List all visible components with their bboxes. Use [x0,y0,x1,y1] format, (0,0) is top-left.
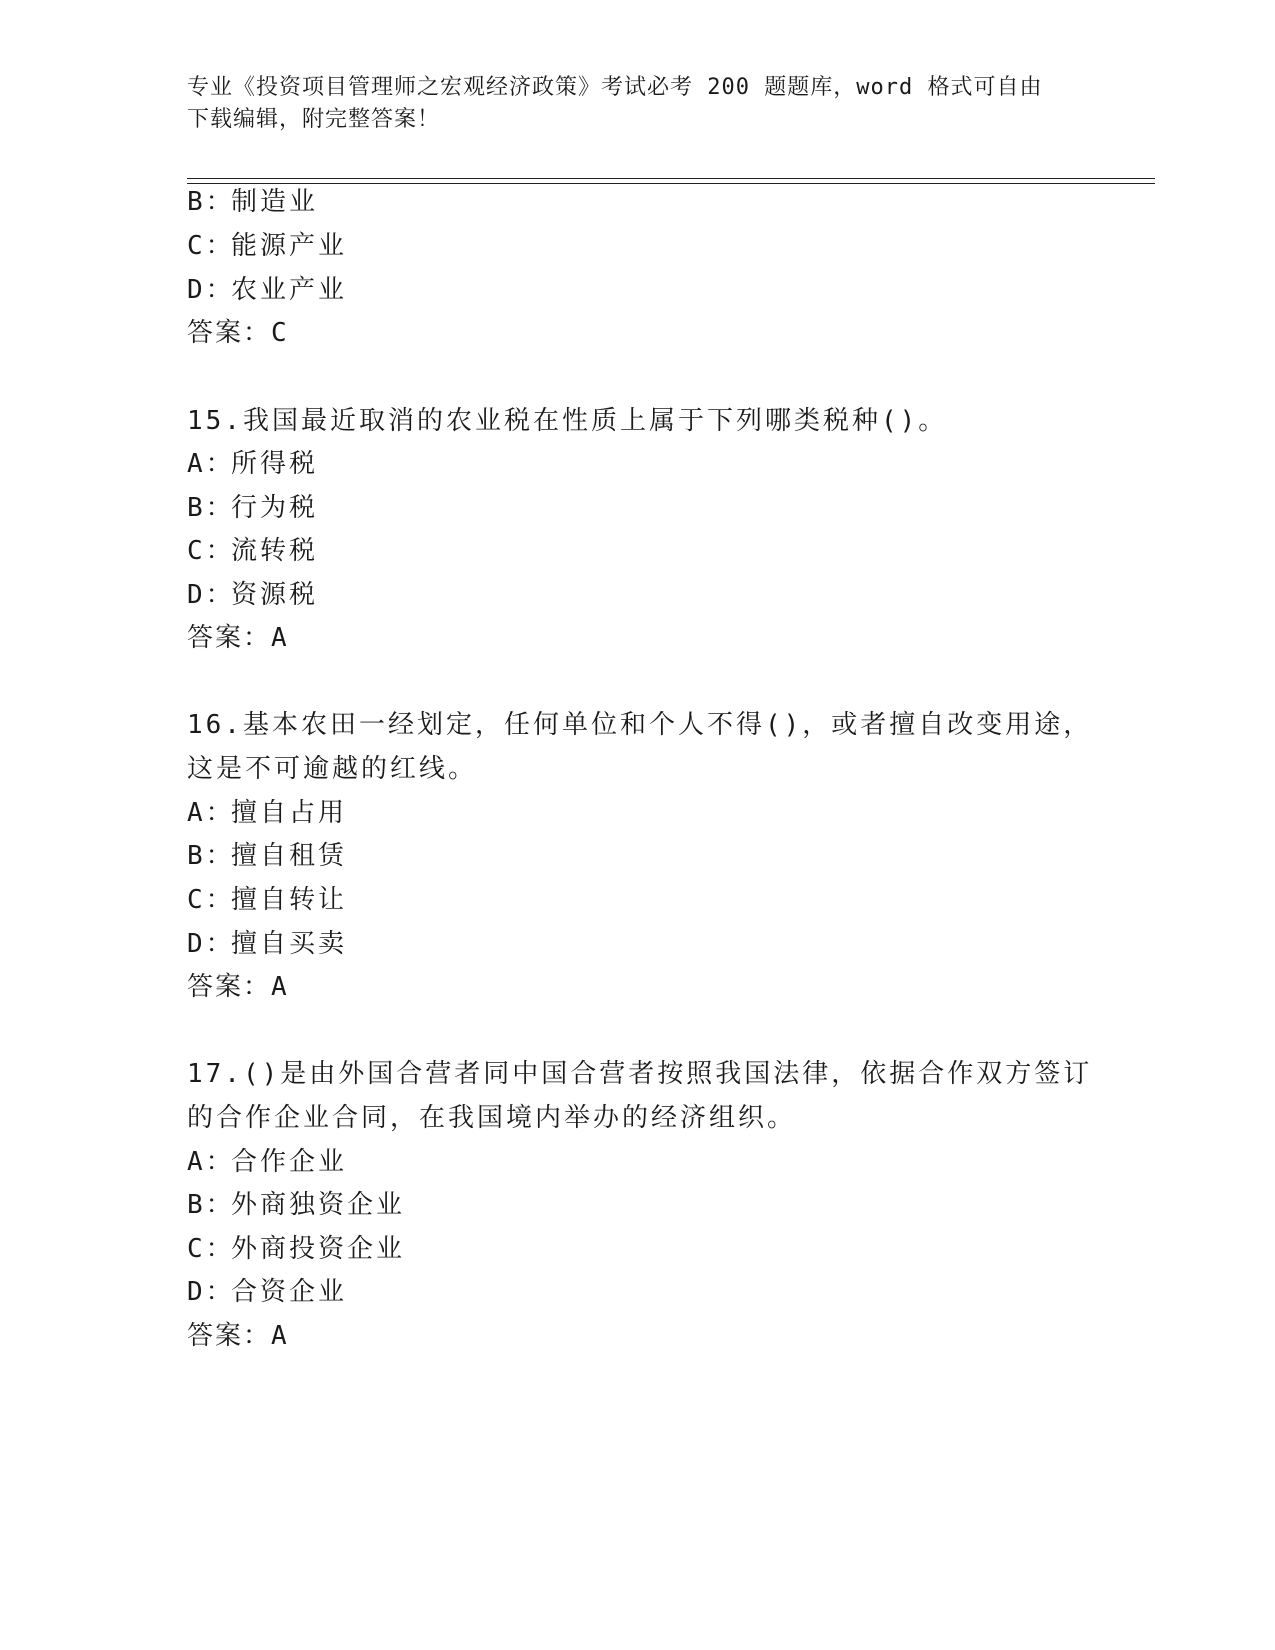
q15-stem: 15.我国最近取消的农业税在性质上属于下列哪类税种()。 [187,406,948,436]
header-divider-bottom [187,183,1155,184]
option-text: 资源税 [231,580,319,610]
option-key: B： [187,1190,235,1220]
option-key: C： [187,885,235,915]
header-line-2: 下载编辑，附完整答案！ [187,107,441,132]
option-key: C： [187,231,235,261]
option-text: 擅自买卖 [231,929,348,959]
q16-option-b [187,840,347,872]
option-text: 所得税 [231,449,319,479]
option-key: A： [187,1147,235,1177]
q17-stem-line-2: 的合作企业合同，在我国境内举办的经济组织。 [187,1103,797,1133]
q16-stem-line-2: 这是不可逾越的红线。 [187,754,478,784]
q16-stem-line-1: 16.基本农田一经划定，任何单位和个人不得()，或者擅自改变用途， [187,710,1093,740]
header-divider-top [187,178,1155,179]
q14-option-d [187,274,347,306]
q16-option-a [187,797,347,829]
q15-option-a [187,448,318,480]
option-key: D： [187,275,235,305]
q14-option-c [187,230,347,262]
option-text: 外商独资企业 [231,1190,406,1220]
option-key: B： [187,187,235,217]
q15-option-c [187,535,318,567]
option-key: C： [187,536,235,566]
header-line-1: 专业《投资项目管理师之宏观经济政策》考试必考 200 题题库，word 格式可自由 [187,75,1043,100]
option-text: 流转税 [231,536,319,566]
option-text: 行为税 [231,493,319,523]
option-key: A： [187,449,235,479]
q15-answer: 答案：A [187,623,289,653]
option-key: A： [187,798,235,828]
option-text: 能源产业 [231,231,348,261]
option-text: 合作企业 [231,1147,348,1177]
document-header [187,72,1087,136]
option-text: 擅自转让 [231,885,348,915]
option-key: C： [187,1234,235,1264]
option-key: D： [187,1277,235,1307]
option-text: 外商投资企业 [231,1234,406,1264]
option-key: D： [187,580,235,610]
q16-option-c [187,884,347,916]
q15-option-d [187,579,318,611]
option-key: D： [187,929,235,959]
q17-option-d [187,1276,347,1308]
q17-option-b [187,1189,405,1221]
q16-option-d [187,928,347,960]
option-key: B： [187,493,235,523]
option-text: 合资企业 [231,1277,348,1307]
q14-option-b [187,186,318,218]
option-text: 制造业 [231,187,319,217]
q14-answer: 答案：C [187,318,289,348]
option-key: B： [187,841,235,871]
option-text: 擅自占用 [231,798,348,828]
q17-option-a [187,1146,347,1178]
option-text: 擅自租赁 [231,841,348,871]
q15-option-b [187,492,318,524]
option-text: 农业产业 [231,275,348,305]
q17-answer: 答案：A [187,1321,289,1351]
q17-option-c [187,1233,405,1265]
q17-stem-line-1: 17.()是由外国合营者同中国合营者按照我国法律，依据合作双方签订 [187,1059,1093,1089]
q16-answer: 答案：A [187,972,289,1002]
